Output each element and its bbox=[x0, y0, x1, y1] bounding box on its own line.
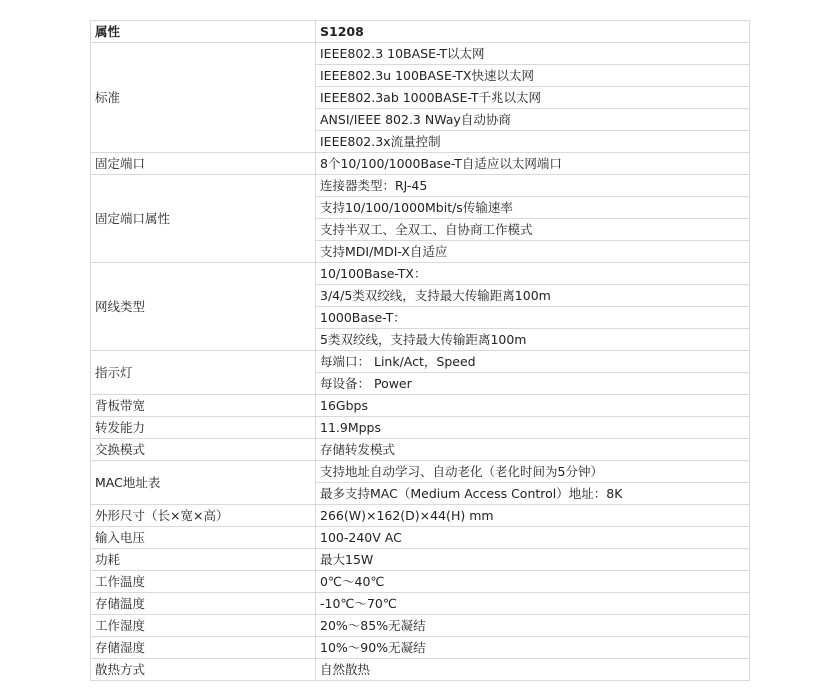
attribute-value-cell: 10%～90%无凝结 bbox=[316, 637, 750, 659]
table-row bbox=[91, 637, 750, 659]
attribute-value-cell: 11.9Mpps bbox=[316, 417, 750, 439]
attribute-value-cell: IEEE802.3u 100BASE-TX快速以太网 bbox=[316, 65, 750, 87]
attribute-name-cell: 外形尺寸（长×宽×高） bbox=[91, 505, 316, 527]
table-row bbox=[91, 527, 750, 549]
attribute-value-cell: 0℃～40℃ bbox=[316, 571, 750, 593]
attribute-value-cell: -10℃～70℃ bbox=[316, 593, 750, 615]
table-row bbox=[91, 593, 750, 615]
attribute-name-cell: 指示灯 bbox=[91, 351, 316, 395]
table-row bbox=[91, 175, 750, 197]
attribute-value-cell: 最大15W bbox=[316, 549, 750, 571]
attribute-value-cell: IEEE802.3 10BASE-T以太网 bbox=[316, 43, 750, 65]
table-row bbox=[91, 461, 750, 483]
attribute-value-cell: 每设备： Power bbox=[316, 373, 750, 395]
spec-table-body bbox=[91, 21, 750, 681]
table-row bbox=[91, 439, 750, 461]
table-row bbox=[91, 395, 750, 417]
attribute-value-cell: 连接器类型：RJ-45 bbox=[316, 175, 750, 197]
attribute-value-cell: 5类双绞线，支持最大传输距离100m bbox=[316, 329, 750, 351]
attribute-value-cell: 支持MDI/MDI-X自适应 bbox=[316, 241, 750, 263]
spec-table bbox=[90, 20, 750, 681]
table-row bbox=[91, 417, 750, 439]
table-row bbox=[91, 505, 750, 527]
table-row bbox=[91, 43, 750, 65]
attribute-name-cell: MAC地址表 bbox=[91, 461, 316, 505]
attribute-name-cell: 背板带宽 bbox=[91, 395, 316, 417]
attribute-name-cell: 转发能力 bbox=[91, 417, 316, 439]
attribute-value-cell: 支持半双工、全双工、自协商工作模式 bbox=[316, 219, 750, 241]
attribute-name-cell: 固定端口 bbox=[91, 153, 316, 175]
attribute-name-cell: 功耗 bbox=[91, 549, 316, 571]
table-row bbox=[91, 659, 750, 681]
attribute-name-cell: 交换模式 bbox=[91, 439, 316, 461]
attribute-value-cell: 10/100Base-TX： bbox=[316, 263, 750, 285]
table-row bbox=[91, 263, 750, 285]
attribute-value-cell: IEEE802.3x流量控制 bbox=[316, 131, 750, 153]
attribute-value-cell: 266(W)×162(D)×44(H) mm bbox=[316, 505, 750, 527]
attribute-value-cell: 100-240V AC bbox=[316, 527, 750, 549]
table-header-row bbox=[91, 21, 750, 43]
attribute-value-cell: 最多支持MAC（Medium Access Control）地址：8K bbox=[316, 483, 750, 505]
attribute-name-cell: 工作湿度 bbox=[91, 615, 316, 637]
table-row bbox=[91, 615, 750, 637]
attribute-name-cell: 输入电压 bbox=[91, 527, 316, 549]
attribute-name-cell: 标准 bbox=[91, 43, 316, 153]
table-row bbox=[91, 153, 750, 175]
attribute-name-cell: 存储温度 bbox=[91, 593, 316, 615]
table-row bbox=[91, 549, 750, 571]
attribute-value-cell: 16Gbps bbox=[316, 395, 750, 417]
attribute-header: 属性 bbox=[91, 21, 316, 43]
attribute-value-cell: 支持地址自动学习、自动老化（老化时间为5分钟） bbox=[316, 461, 750, 483]
attribute-name-cell: 存储湿度 bbox=[91, 637, 316, 659]
attribute-value-cell: IEEE802.3ab 1000BASE-T千兆以太网 bbox=[316, 87, 750, 109]
attribute-value-cell: 1000Base-T： bbox=[316, 307, 750, 329]
model-header: S1208 bbox=[316, 21, 750, 43]
attribute-name-cell: 固定端口属性 bbox=[91, 175, 316, 263]
attribute-value-cell: 每端口： Link/Act，Speed bbox=[316, 351, 750, 373]
attribute-value-cell: 3/4/5类双绞线，支持最大传输距离100m bbox=[316, 285, 750, 307]
attribute-name-cell: 网线类型 bbox=[91, 263, 316, 351]
attribute-value-cell: ANSI/IEEE 802.3 NWay自动协商 bbox=[316, 109, 750, 131]
attribute-value-cell: 存储转发模式 bbox=[316, 439, 750, 461]
attribute-value-cell: 20%～85%无凝结 bbox=[316, 615, 750, 637]
attribute-value-cell: 自然散热 bbox=[316, 659, 750, 681]
attribute-value-cell: 支持10/100/1000Mbit/s传输速率 bbox=[316, 197, 750, 219]
table-row bbox=[91, 351, 750, 373]
table-row bbox=[91, 571, 750, 593]
attribute-name-cell: 工作温度 bbox=[91, 571, 316, 593]
attribute-value-cell: 8个10/100/1000Base-T自适应以太网端口 bbox=[316, 153, 750, 175]
attribute-name-cell: 散热方式 bbox=[91, 659, 316, 681]
